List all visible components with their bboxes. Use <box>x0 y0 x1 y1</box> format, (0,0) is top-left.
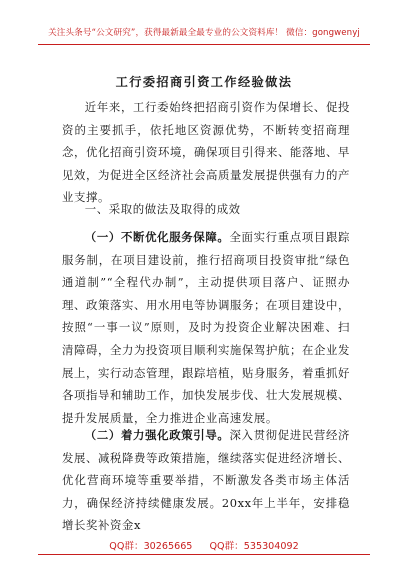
point-1-body: 全面实行重点项目跟踪服务制，在项目建设前，推行招商项目投资审批“绿色通道制”“全程代办制”，主动提供项目落户、证照办理、政策落实、用水用电等协调服务；在项目建设中，按照“一事一议”原则，及时为投资企业解决困难、扫清障碍，全力为投资项目顺利实施保驾护航；在企业发展上，实行动态管理，跟踪培植，贴身服务，着重抓好各项指导和辅助工作，加快发展步伐、壮大发展规模、提升发展质量，全力推进企业高速发展。 <box>62 230 350 425</box>
footer-contact <box>0 538 408 552</box>
section-heading-1: 一、采取的做法及取得的成效 <box>84 202 241 216</box>
header-divider <box>38 44 370 45</box>
point-1-paragraph <box>62 226 350 429</box>
footer-divider <box>38 554 370 555</box>
point-2-paragraph <box>62 424 350 537</box>
point-2-body: 深入贯彻促进民营经济发展、减税降费等政策措施，继续落实促进经济增长、优化营商环境等重要举措，不断激发各类市场主体活力，确保经济持续健康发展。20xx年上半年，安排稳增长奖补资金x <box>62 428 350 533</box>
point-2-lead: （二）着力强化政策引导。 <box>84 428 230 442</box>
intro-paragraph: 近年来，工行委始终把招商引资作为保增长、促投资的主要抓手，依托地区资源优势，不断转变招商理念，优化招商引资环境，确保项目引得来、能落地、早见效，为促进全区经济社会高质量发展提供强有力的产业支撑。 <box>62 100 350 205</box>
footer-qq-group-2: QQ群：535304092 <box>209 541 299 552</box>
document-title: 工行委招商引资工作经验做法 <box>115 75 293 89</box>
header-promo-note: 关注头条号“公文研究”，获得最新最全最专业的公文资料库！ 微信：gongwenyj <box>48 28 360 38</box>
footer-qq-group-1: QQ群：30265665 <box>109 541 193 552</box>
point-1-lead: （一）不断优化服务保障。 <box>84 230 230 244</box>
